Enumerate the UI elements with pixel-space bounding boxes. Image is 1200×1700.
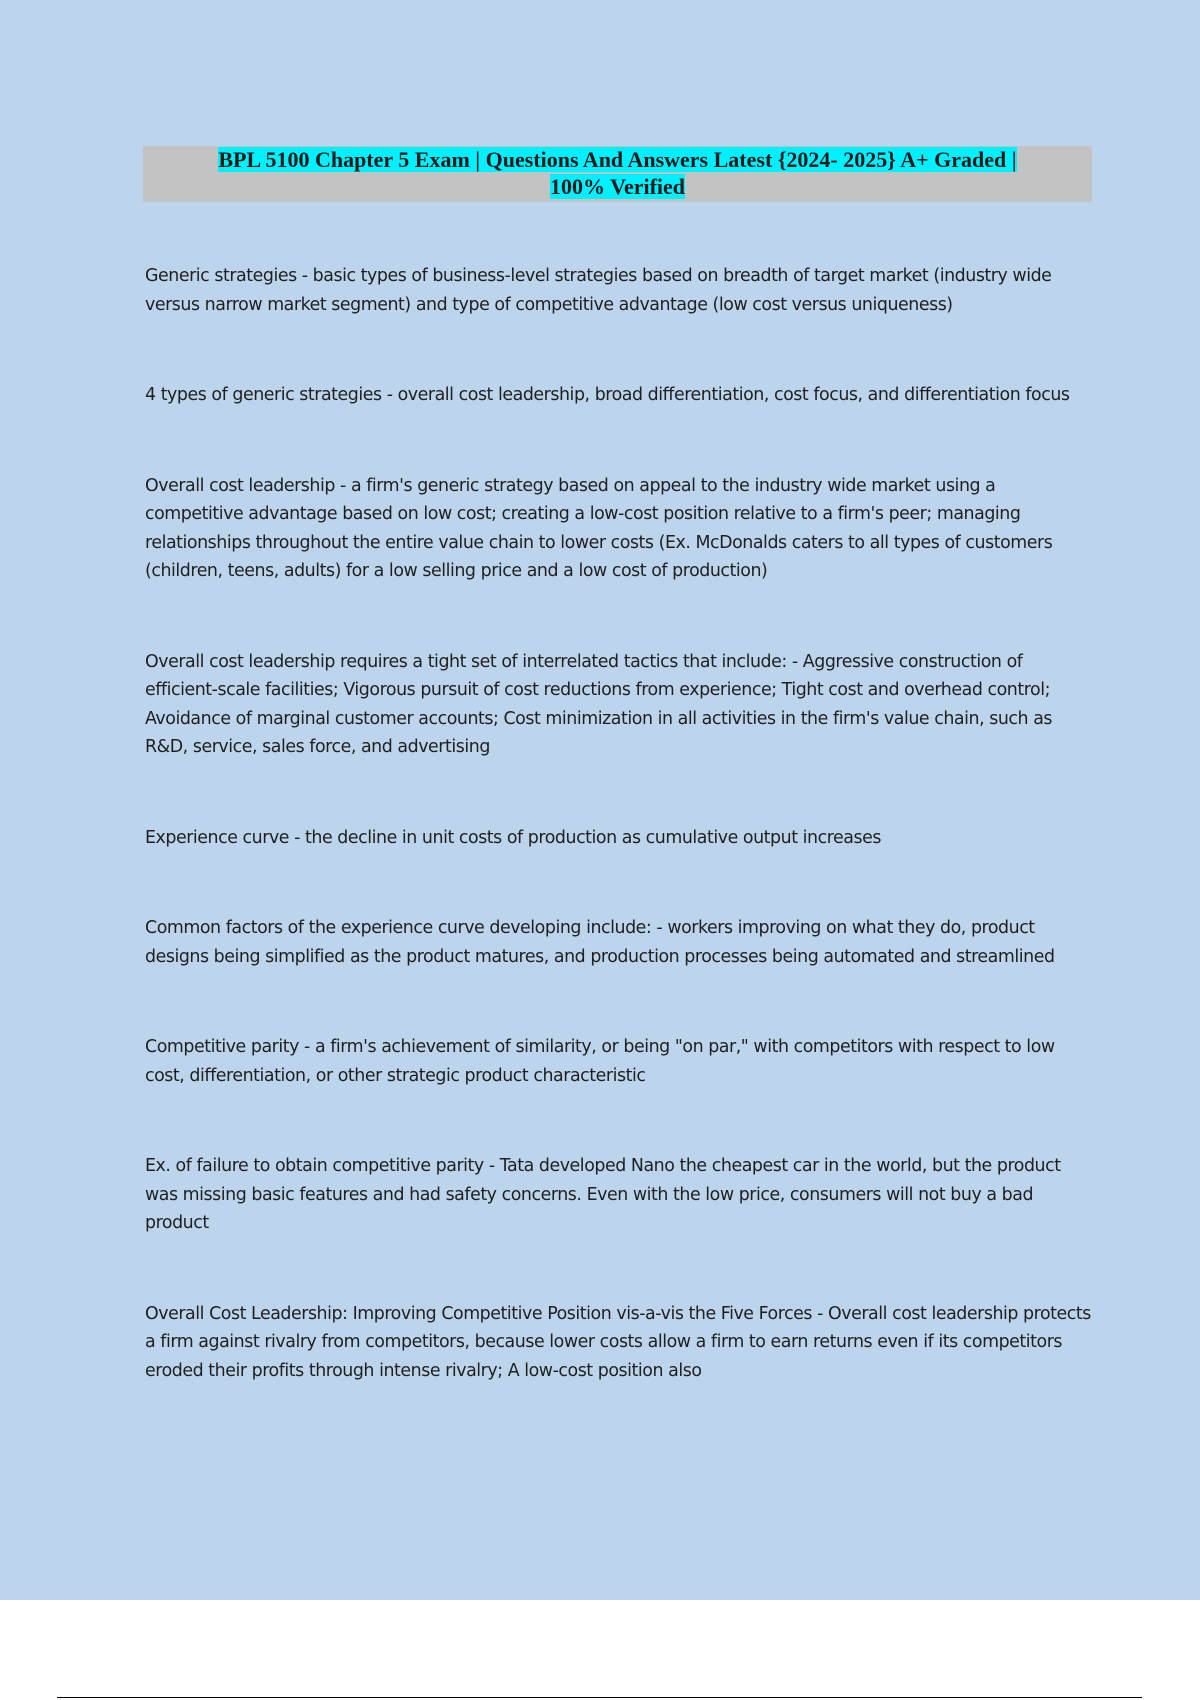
entry-five-forces: Overall Cost Leadership: Improving Competitive Position vis-a-vis the Five Forces - Overall cost leadership protects a firm against rivalry from competitors, because lower costs allow a firm to earn returns even if its competitors eroded their profits through intense rivalry; A low-cost position also	[145, 1303, 1091, 1381]
entry-competitive-parity: Competitive parity - a firm's achievement of similarity, or being "on par," with competitors with respect to low cost, differentiation, or other strategic product characteristic	[145, 1037, 1055, 1086]
entry-experience-curve: Experience curve - the decline in unit costs of production as cumulative output increases	[145, 827, 881, 848]
entry-cost-leadership-tactics: Overall cost leadership requires a tight set of interrelated tactics that include: - Aggressive construction of efficient-scale facilities; Vigorous pursuit of cost reductions from experience; Tight cost and overhead control; Avoidance of marginal customer accounts; Cost minimization in all activities in the firm's value chain, such as R&D, service, sales force, and advertising	[145, 651, 1053, 757]
document-title	[143, 146, 1092, 202]
document-title-line-1: BPL 5100 Chapter 5 Exam | Questions And Answers Latest {2024- 2025} A+ Graded |	[218, 147, 1017, 172]
document-title-line-2: 100% Verified	[549, 174, 686, 199]
entry-parity-failure-example: Ex. of failure to obtain competitive parity - Tata developed Nano the cheapest car in the world, but the product was missing basic features and had safety concerns. Even with the low price, consumers will not buy a bad product	[145, 1156, 1061, 1233]
entry-experience-curve-factors: Common factors of the experience curve developing include: - workers improving on what they do, product designs being simplified as the product matures, and production processes being automated and streamlined	[145, 918, 1055, 967]
document-body	[145, 262, 1095, 1385]
footer-divider	[57, 1697, 1142, 1698]
entry-overall-cost-leadership: Overall cost leadership - a firm's generic strategy based on appeal to the industry wide market using a competitive advantage based on low cost; creating a low-cost position relative to a firm's peer; managing relationships throughout the entire value chain to lower costs (Ex. McDonalds caters to all types of customers (children, teens, adults) for a low selling price and a low cost of production)	[145, 475, 1053, 581]
entry-four-generic-strategies: 4 types of generic strategies - overall cost leadership, broad differentiation, cost focus, and differentiation focus	[145, 385, 1070, 405]
entry-generic-strategies: Generic strategies - basic types of business-level strategies based on breadth of target market (industry wide versus narrow market segment) and type of competitive advantage (low cost versus uniqueness)	[145, 266, 1052, 315]
